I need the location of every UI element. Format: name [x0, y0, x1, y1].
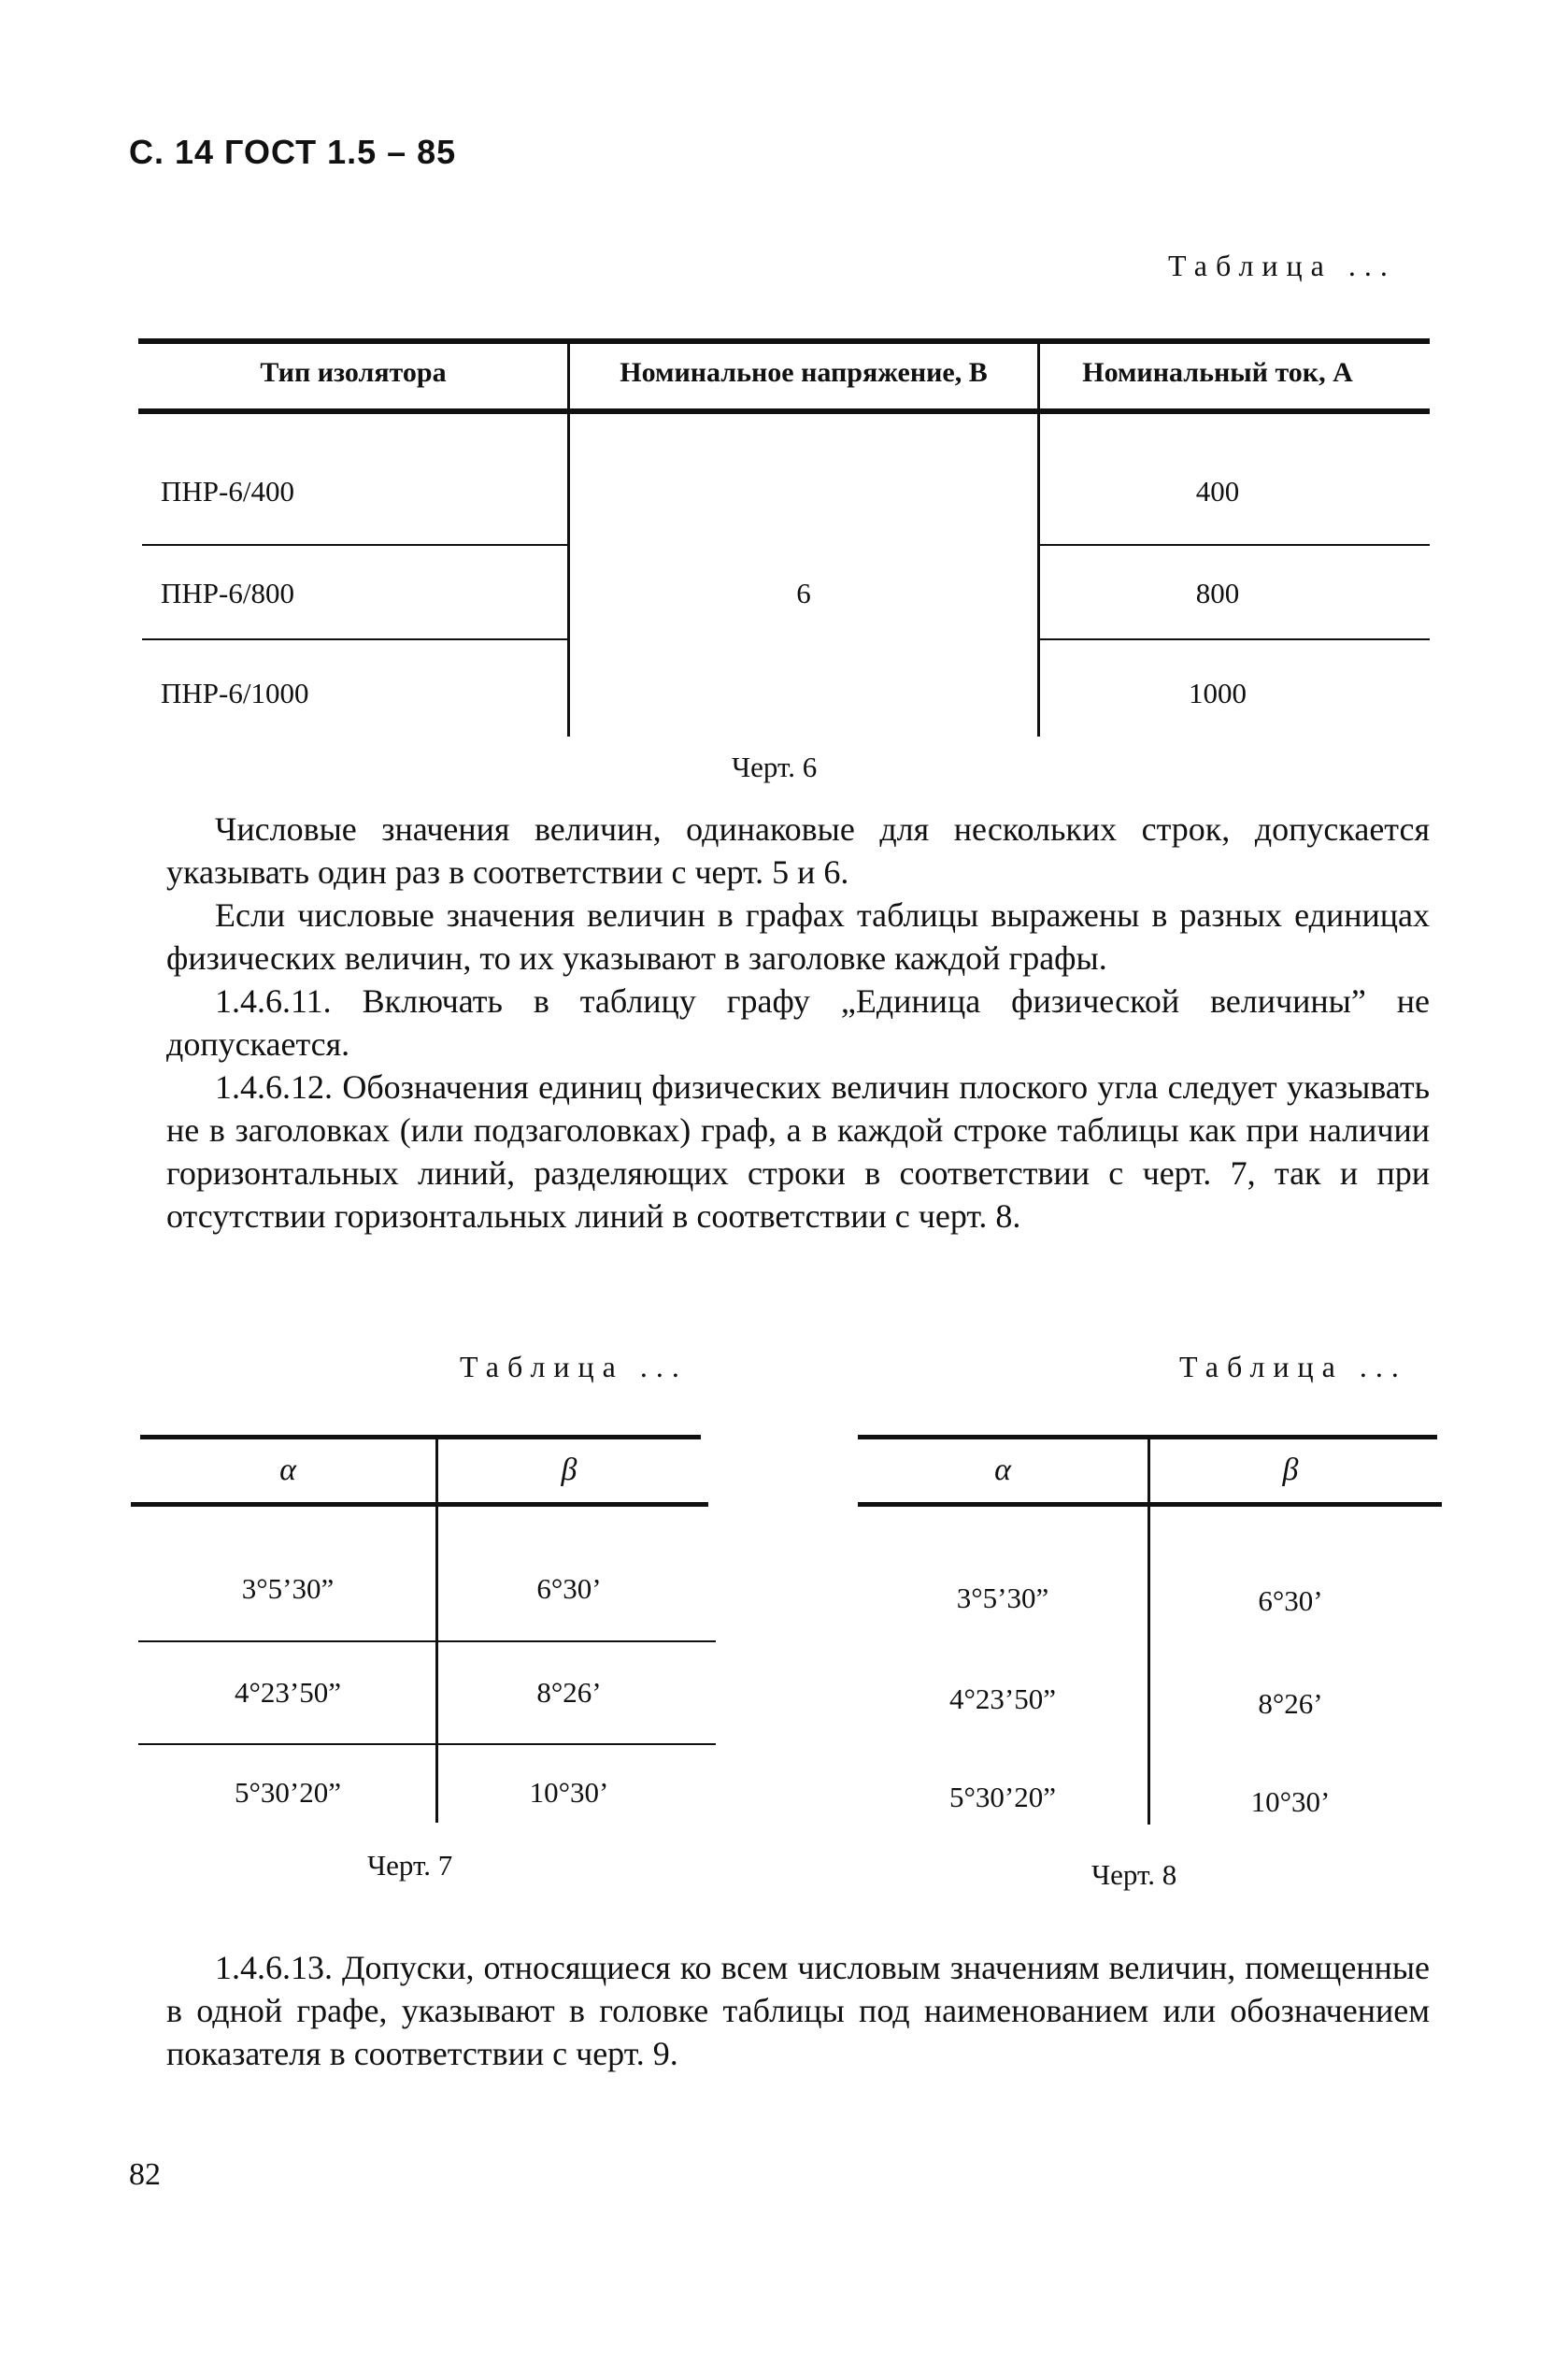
table7-caption: Таблица ... — [460, 1350, 688, 1383]
body-text-1 — [166, 808, 1430, 1238]
table1-row-type: ПНР-6/400 — [161, 475, 294, 508]
table1-row-sep — [142, 638, 567, 640]
table1-row-type: ПНР-6/800 — [161, 577, 294, 609]
table7-row-beta: 6°30’ — [536, 1572, 602, 1605]
table1-caption: Таблица ... — [1168, 249, 1396, 282]
table7-row-sep — [138, 1743, 716, 1745]
table7-col-beta: β — [561, 1453, 577, 1487]
table8-row-beta: 8°26’ — [1258, 1687, 1323, 1720]
table1-top-rule — [138, 338, 1430, 344]
table7-row-beta: 10°30’ — [529, 1776, 609, 1809]
table1-vline-1 — [567, 344, 570, 737]
figure-7-caption: Черт. 7 — [367, 1849, 453, 1882]
table1-row-current: 800 — [1195, 577, 1240, 609]
table1-row-sep — [1040, 638, 1430, 640]
table7-head-rule — [131, 1502, 708, 1507]
table8-row-beta: 10°30’ — [1250, 1785, 1331, 1818]
paragraph: 1.4.6.11. Включать в таблицу графу „Единица физической величины” не допускается. — [166, 982, 1430, 1063]
paragraph: 1.4.6.12. Обозначения единиц физических величин плоского угла следует указывать не в заголовках (или подзаголовках) граф, а в каждой строке таблицы как при наличии горизонтальных линий, разделяющих строки в соответствии с черт. 7, так и при отсутствии горизонтальных линий в соответствии с черт. 8. — [166, 1068, 1430, 1235]
table8-col-beta: β — [1282, 1453, 1299, 1487]
table8-row-alpha: 3°5’30” — [956, 1582, 1049, 1614]
body-text-2 — [166, 1946, 1430, 2075]
figure-6-caption: Черт. 6 — [732, 751, 818, 783]
table7-row-beta: 8°26’ — [536, 1676, 602, 1709]
table1-row-sep — [142, 544, 567, 546]
table7-row-alpha: 5°30’20” — [235, 1776, 341, 1809]
table1-voltage-value: 6 — [796, 577, 811, 609]
table1-row-sep — [1040, 544, 1430, 546]
table1-col-type: Тип изолятора — [260, 357, 447, 388]
table1-head-rule — [138, 408, 1430, 414]
paragraph: 1.4.6.13. Допуски, относящиеся ко всем числовым значениям величин, помещенные в одной графе, указывают в головке таблицы под наименованием или обозначением показателя в соответствии с черт. 9. — [166, 1949, 1430, 2072]
table7-vline — [435, 1439, 438, 1823]
table8-vline — [1147, 1439, 1150, 1825]
table1-row-type: ПНР-6/1000 — [161, 677, 309, 709]
table8-col-alpha: α — [994, 1453, 1011, 1487]
table7-row-alpha: 3°5’30” — [241, 1572, 335, 1605]
table7-top-rule — [140, 1435, 701, 1439]
table1-col-voltage: Номинальное напряжение, В — [620, 357, 988, 388]
table7-row-alpha: 4°23’50” — [235, 1676, 341, 1709]
paragraph: Числовые значения величин, одинаковые для нескольких строк, допускается указывать один раз в соответствии с черт. 5 и 6. — [166, 810, 1430, 891]
table1-row-current: 400 — [1195, 475, 1240, 508]
table8-row-alpha: 5°30’20” — [949, 1781, 1056, 1813]
page-number: 82 — [129, 2157, 161, 2192]
table8-row-alpha: 4°23’50” — [949, 1682, 1056, 1715]
table1-row-current: 1000 — [1189, 677, 1247, 709]
table8-row-beta: 6°30’ — [1258, 1584, 1323, 1617]
table1-col-current: Номинальный ток, А — [1082, 357, 1353, 388]
table7-col-alpha: α — [279, 1453, 296, 1487]
table8-caption: Таблица ... — [1179, 1350, 1407, 1383]
table7-row-sep — [138, 1640, 716, 1642]
figure-8-caption: Черт. 8 — [1091, 1858, 1177, 1891]
page-header: С. 14 ГОСТ 1.5 – 85 — [129, 133, 457, 171]
paragraph: Если числовые значения величин в графах таблицы выражены в разных единицах физических величин, то их указывают в заголовке каждой графы. — [166, 896, 1430, 977]
